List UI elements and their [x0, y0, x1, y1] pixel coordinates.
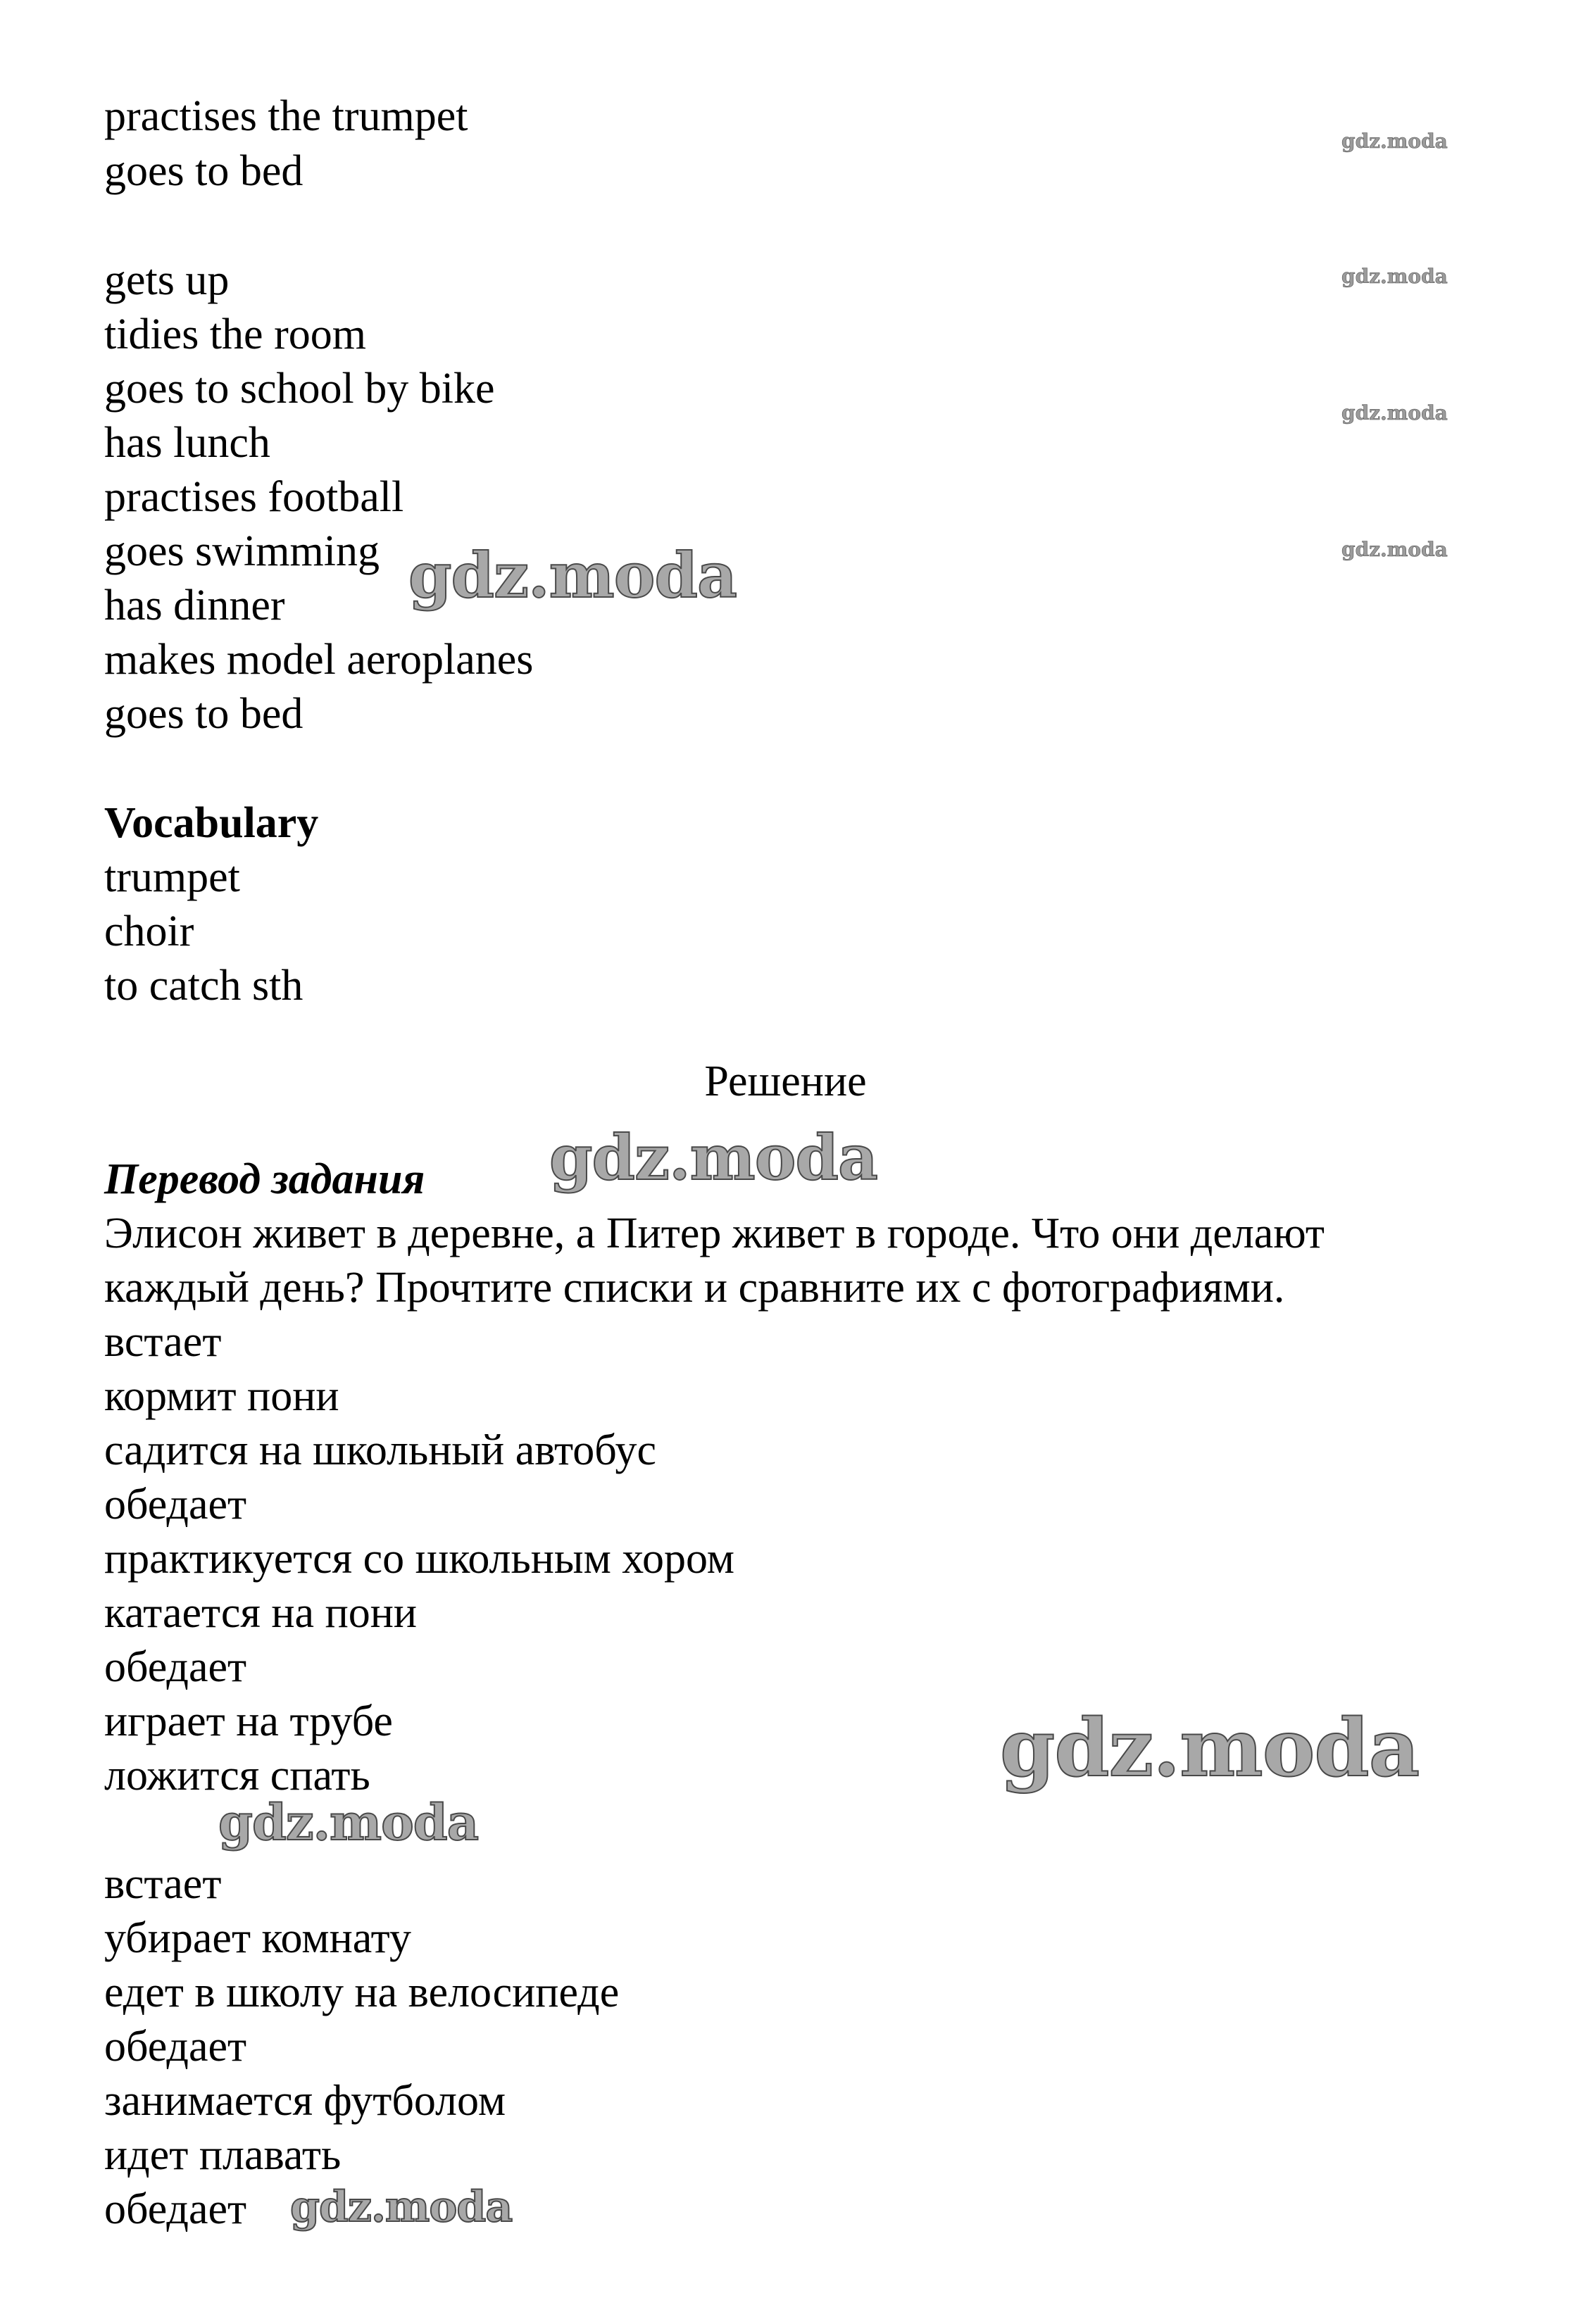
translation-heading: Перевод задания: [104, 1155, 425, 1203]
text-line: едет в школу на велосипеде: [104, 1968, 620, 2016]
text-line: gets up: [104, 256, 230, 304]
watermark: gdz.moda: [1000, 1702, 1420, 1795]
text-line: ложится спать: [104, 1752, 370, 1799]
watermark: gdz.moda: [1341, 130, 1448, 153]
text-line: practises football: [104, 473, 404, 521]
text-line: обедает: [104, 2023, 247, 2071]
text-line: занимается футболом: [104, 2077, 506, 2125]
watermark: gdz.moda: [1341, 401, 1448, 425]
watermark: gdz.moda: [549, 1121, 878, 1194]
watermark: gdz.moda: [218, 1793, 479, 1852]
vocabulary-heading: Vocabulary: [104, 799, 319, 847]
text-line: встает: [104, 1318, 222, 1366]
vocabulary-item: choir: [104, 907, 194, 955]
text-line: has lunch: [104, 419, 270, 467]
text-line: goes to bed: [104, 147, 303, 195]
text-line: goes swimming: [104, 527, 380, 575]
text-line: goes to school by bike: [104, 365, 495, 413]
translation-text-line: Элисон живет в деревне, а Питер живет в городе. Что они делают: [104, 1210, 1325, 1257]
watermark: gdz.moda: [1341, 265, 1448, 288]
text-line: кормит пони: [104, 1372, 339, 1420]
text-line: makes model aeroplanes: [104, 636, 534, 684]
watermark: gdz.moda: [1341, 538, 1448, 561]
vocabulary-item: to catch sth: [104, 962, 303, 1010]
text-line: practises the trumpet: [104, 92, 468, 140]
vocabulary-item: trumpet: [104, 853, 240, 901]
watermark: gdz.moda: [290, 2182, 513, 2232]
text-line: обедает: [104, 1643, 247, 1691]
text-line: goes to bed: [104, 690, 303, 738]
text-line: играет на трубе: [104, 1697, 393, 1745]
text-line: обедает: [104, 1481, 247, 1528]
text-line: обедает: [104, 2185, 247, 2233]
translation-text-line: каждый день? Прочтите списки и сравните их с фотографиями.: [104, 1264, 1285, 1312]
watermark: gdz.moda: [408, 539, 737, 612]
text-line: практикуется со школьным хором: [104, 1535, 735, 1583]
text-line: убирает комнату: [104, 1914, 411, 1962]
text-line: has dinner: [104, 582, 285, 629]
text-line: садится на школьный автобус: [104, 1426, 656, 1474]
text-line: tidies the room: [104, 310, 366, 358]
solution-heading: Решение: [704, 1057, 867, 1105]
text-line: идет плавать: [104, 2131, 342, 2179]
text-line: катается на пони: [104, 1589, 418, 1637]
text-line: встает: [104, 1860, 222, 1908]
